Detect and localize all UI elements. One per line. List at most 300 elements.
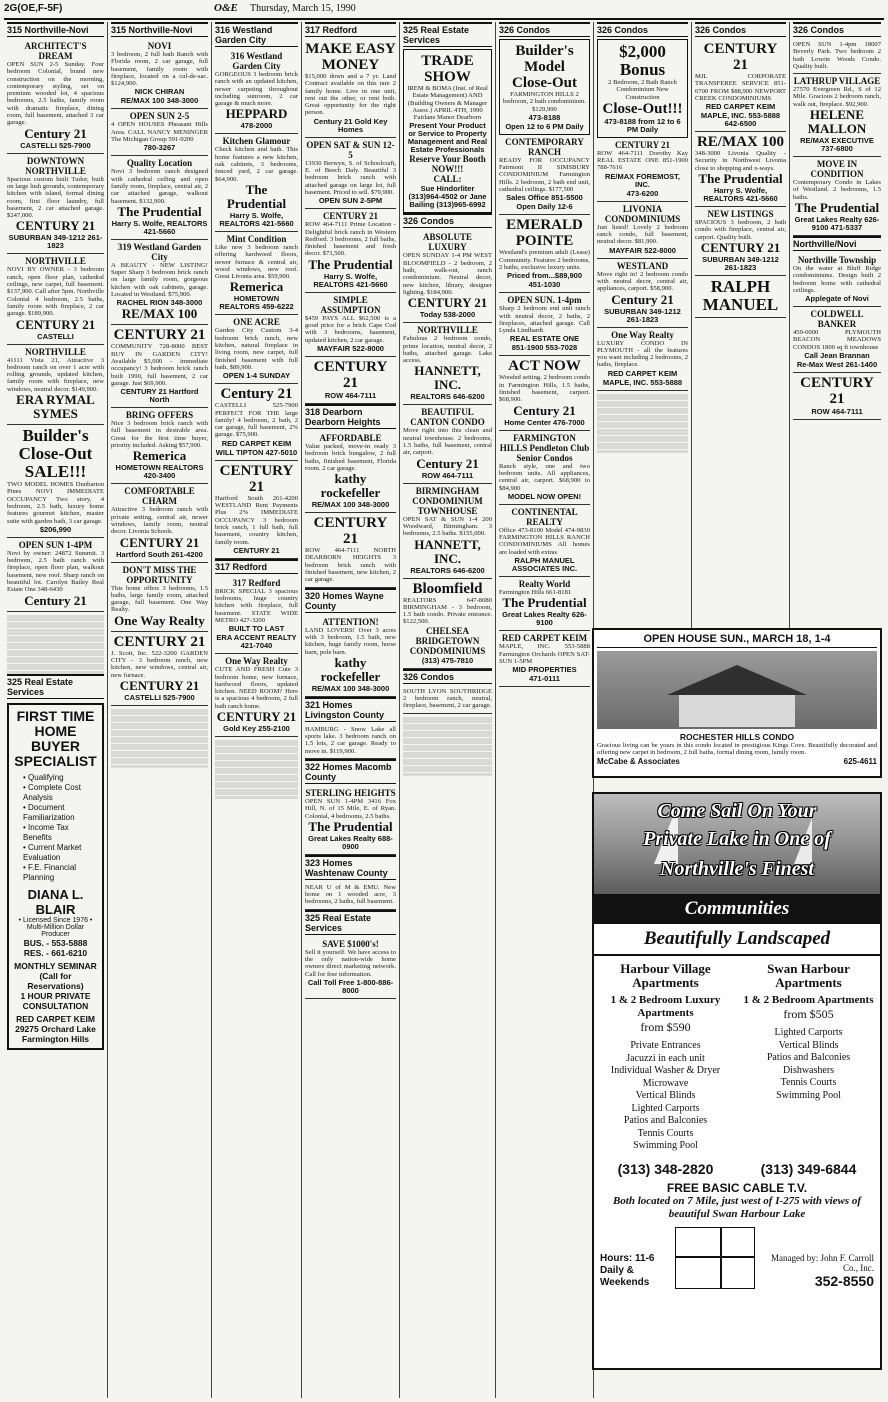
ad-body: OPEN SUNDAY 1-4 PM WEST BLOOMFIELD - 2 bedroom, 2 bath, walk-out, ranch condominium. Neutral decor, new kitchen, library, designer lighting. $184,900. [403,252,492,296]
price: from $505 [783,1007,834,1021]
ad-body: Move right in! 2 bedroom condo with neutral decor, central air, appliances, carport. $58,900. [597,270,688,293]
column-1 [4,22,108,1398]
listing-ad [499,215,590,293]
list-item: • Income Tax Benefits [23,822,69,842]
ad-broker: CENTURY 21 [119,677,200,693]
ad-body: CUTE AND FRESH Cute 3 bedroom home, new furnace, hardwood floors, updated kitchen. NEED ROOM? Here is a spacious 4 bedroom, 2 full bath ranch home. [215,666,298,710]
harbour-village-phone: (313) 348-2820 [617,1160,714,1177]
ad-headline: DOWNTOWN NORTHVILLE [25,155,86,176]
column-6 [496,22,594,1398]
ad-broker: HANNETT, INC. [414,363,481,393]
ad-body: NEAR U of M & EMU. New home on 1 wooded acre, 3 bedrooms, 2 baths, full basement. [305,883,396,906]
ad-headline: EMERALD POINTE [506,217,583,250]
services-list [23,773,98,883]
ad-broker: RED CARPET KEIM [705,102,776,112]
column-5 [400,22,496,1398]
ad-headline: WESTLAND [616,260,669,271]
ad-body: $15,000 down and a 7 yr. Land Contract available on this rare 2 family home. Live in one unit, rent out the other, or rent both. Great opportunity for the right person. [305,73,396,117]
office-hours [600,1253,675,1289]
ad-body: 2 Bedroom, 2 Bath Ranch Condominium New Construction [608,79,677,101]
list-item: Vertical Blinds [635,1090,696,1101]
list-item: Jacuzzi in each unit [626,1052,705,1064]
ad-body: OPEN SUN 2-5 Sunday. Four bedroom Colonial, brand new construction on the morning, contemporary styling, set on premium wooded lot, 4 spacious bedrooms, 2.5 baths, family room with dramatic fireplace, dining room, full basement, attached 3 car garage. [7,61,104,127]
ad-headline: Kitchen Glamour [222,136,291,147]
listing-ad [793,74,881,157]
listing-ad [403,484,492,579]
ad-headline: COMFORTABLE CHARM [124,486,195,507]
phone-row [594,1161,880,1177]
listing-ad [793,373,881,420]
ad-broker: kathy rockefeller [320,654,381,684]
ad-headline: ONE ACRE [233,317,280,328]
ad-phone: Home Center 476-7000 [504,417,585,427]
ad-broker: kathy rockefeller [320,471,381,501]
ad-phone: 473-8188 from 12 to 6 PM Daily [604,116,681,134]
ad-headline: FARMINGTON HILLS Pendleton Club Senior Condos [499,432,590,463]
listing-ad [305,937,396,999]
ad-body: ROW 464-7111 Dorothy Kay REAL ESTATE ONE 851-1900 788-7616 [597,149,688,172]
ad-body: OPEN SUN 1-4PM 3416 Fox Hill, N. of 15 Mile, E. of Ryan. Colonial, 4 bedrooms, 2.5 baths. [305,797,396,820]
page-folio: 2G(OE,F-5F) [4,3,63,14]
condo-photo [597,651,877,729]
ad-phone: Harry S. Wolfe, REALTORS 421-5660 [703,186,778,204]
section-header: 326 Condos [597,22,688,37]
listing-ad [499,431,590,505]
ad-broker: CENTURY 21 [119,534,200,550]
ad-broker: RED CARPET KEIM [607,368,678,378]
small-print-filler [597,393,688,453]
list-item: Tennis Courts [637,1127,694,1139]
ad-body: Check kitchen and bath. This home features a new kitchen, oak cabinets, 3 bedrooms, fenced yard, 2 car garage. $64,900. [215,146,298,183]
listing-ad [7,425,104,538]
ad-agent: NICK CHIRAN [134,87,185,97]
days-line: Daily & Weekends [600,1264,650,1288]
ad-phone: RE/MAX 100 348-3000 [311,500,390,510]
listing-ad [111,156,208,239]
listing-ad [499,293,590,356]
ad-price: Priced from...$89,900 [506,271,583,281]
ad-note: OPEN SUN 2-5PM [318,196,383,206]
ad-body: Sharp 2 bedroom end unit ranch with neutral decor, 2 baths, 2 fireplaces, attached garage. Call Lynda Lindhardt. [499,305,590,335]
ad-broker: RE/MAX 100 [121,306,198,322]
ad-phone: 780-3267 [143,143,176,153]
ad-body: IREM & BOMA (Inst. of Real Estate Management) AND (Building Owners & Manager Assoc.) APRIL 4TH, 1990 Fairlane Manor Dearborn [407,85,488,122]
column-2 [108,22,212,1398]
ad-broker: HELENE MALLON [807,107,867,137]
ad-phone: Great Lakes Realty 688-0900 [308,833,393,851]
column-9 [790,22,884,646]
ad-phone: 473-8188 [528,112,561,122]
ad-body: Attractive 3 bedroom ranch with private setting, central air, newer windows, family room, neutral decor. Livonia Schools. [111,506,208,536]
ad-broker: The Prudential [308,256,393,272]
small-print-filler [215,739,298,799]
list-item: • Qualifying [23,772,64,782]
small-print-filler [403,716,492,776]
ad-agent: RACHEL RION 348-3000 [116,298,203,308]
roof-shape [667,665,807,695]
listing-ad [305,513,396,587]
ad-body: This home offers 3 bedrooms, 1.5 baths, large family room, attached garage, full basement. One Way Realty. [111,584,208,614]
ad-headline: FIRST TIME HOME BUYER SPECIALIST [14,707,97,769]
ad-note: MODEL NOW OPEN! [507,491,582,501]
listing-ad [695,132,786,207]
listing-ad [597,259,688,328]
landscaped-band: Beautifully Landscaped [594,924,880,956]
section-header: 323 Homes Washtenaw County [305,855,396,880]
ad-phone: Call Toll Free 1-800-886-8000 [307,977,394,995]
ad-body: A BEAUTY - NEW LISTING! Super Sharp 3 bedroom brick ranch on large family room, gorgeous kitchen with oak cabinets, garage. Located in Westland. $75,900. [111,261,208,299]
bedroom-info: 1 & 2 Bedroom Luxury Apartments [610,994,721,1019]
ad-headline: MOVE IN CONDITION [810,159,864,180]
harbour-village-column [594,956,737,1153]
listing-ad [111,632,208,706]
ad-phone: RE/MAX 100 348-3000 [120,96,199,106]
ad-headline: CENTURY 21 [800,375,874,408]
section-header: 326 Condos [403,213,492,228]
ad-headline: OPEN SUN. 1-4pm [507,295,582,306]
listing-ad [7,538,104,612]
listing-ad [305,39,396,138]
ad-call-to-action: Reserve Your Booth NOW!!! [409,154,486,175]
ad-body: Sell it yourself. We have access to the only nation-wide home owners direct marketing network. Call for free information. [305,948,396,978]
ad-hours: Open 12 to 6 PM Daily [505,121,584,131]
list-item: Swimming Pool [776,1089,841,1101]
ad-body: LUXURY CONDO IN PLYMOUTH - all the features you want including 2 bedrooms, 2 baths, fireplace. [597,339,688,369]
ad-body: SPACIOUS 3 bedroom, 2 bath condo with fireplace, central air, carport. Quality built. [695,219,786,241]
ad-body: BRICK SPECIAL 3 spacious bedrooms, huge country kitchen with fireplace, full basement. STATE WIDE METRO 427-3200 [215,587,298,624]
ad-broker: REAL ESTATE ONE [509,334,580,344]
issue-date: Thursday, March 15, 1990 [250,3,356,14]
ad-headline: CONTINENTAL REALTY [511,506,578,527]
ad-headline: ROCHESTER HILLS CONDO [679,732,795,742]
ad-body: 13930 Berwyn, S. of Schoolcraft, E. of Beech Daly. Beautiful 3 bedroom brick ranch with attached garage on large lot, full basement. Priced to sell. $79,900. [305,159,396,196]
listing-ad [597,202,688,259]
ad-headline: Bloomfield [412,580,483,597]
listing-ad [215,232,298,315]
ad-headline: 319 Westland Garden City [117,241,202,262]
ad-headline: ARCHITECT'S DREAM [24,41,87,61]
ad-phone: ROW 464-7111 [811,407,863,417]
ad-phone: RE/MAX EXECUTIVE 737-6800 [800,136,874,154]
ad-headline: CENTURY 21 [703,41,778,73]
ad-body: Contemporary Condo in Lakes of Westland. 2 bedrooms, 1.5 baths. [793,179,881,201]
ad-headline: OPEN SUN 1-4PM [18,539,93,550]
apartment-columns [594,956,880,1153]
list-item: Microwave [642,1077,689,1089]
ad-phone: Sales Office 851-5500 [506,193,583,203]
listing-ad [215,384,298,460]
ad-phone: SUBURBAN 349-1212 261-1823 [8,233,103,251]
ad-phone: 625-4611 [843,756,877,766]
column-7 [594,22,692,646]
ad-broker: Century 21 [24,592,87,608]
hours-line: Hours: 11-6 [600,1252,655,1264]
ad-headline: OPEN SUN 2-5 [129,111,190,122]
ad-body: COMMUNITY 728-8000 BEST BUY IN GARDEN CITY! Available $5,000 - immediate occupancy! 3 bedroom brick ranch built 1990, full basement, 2 car garage. Just $69,900. [111,343,208,387]
ad-headline: 317 Redford [232,577,281,588]
ad-agent: Call Jean Brannan [804,351,870,361]
ad-body: HAMBURG - Snow Lake all sports lake. 3 bedroom ranch on 1.5 lots, 2 car garage. Ready to move in. $119,900. [305,725,396,755]
section-header: 325 Real Estate Services [7,674,104,699]
ad-body: Novi by owner: 24872 Summit. 3 bedroom, 2.5 bath ranch with fireplace, open floor plan, walkout basement, new roof. Sharp ranch on beautiful lot. Carolyn Bailey Real Estate One 348-6430 [7,549,104,594]
ad-body: Ranch style, one and two bedroom units. All appliances, central air, carport. $68,900 to $84,900 [499,462,590,492]
swan-harbour-phone: (313) 349-6844 [760,1160,857,1177]
paper-name: O&E [214,2,238,14]
list-item: Private Entrances [630,1040,701,1051]
ad-phone: ROW 464-7111 [324,390,377,400]
ad-broker: RALPH MANUEL ASSOCIATES INC. [511,556,578,574]
ad-broker: Applegate of Novi [805,294,869,304]
headline-line-1: Come Sail On Your [657,800,817,822]
ad-headline: CENTURY 21 [219,462,294,495]
ad-body: FARMINGTON HILLS 2 bedroom, 2 bath condominium. $129,990 [503,91,586,113]
list-item: Tennis Courts [780,1077,837,1088]
ad-broker: The Prudential [698,171,783,187]
listing-ad [403,230,492,323]
ad-phone: Sue Hindorliter (313)964-4502 or Jane Bailing (313)965-6992 [408,184,487,210]
ad-body: Garden City Custom 3-4 bedroom brick ranch, new kitchen, natural fireplace in living room, new carpet, full finished basement with full bath. $89,900. [215,327,298,371]
listing-ad [499,135,590,215]
list-item: • F.E. Financial Planning [23,862,77,882]
ad-phone: 478-2000 [240,121,273,131]
ad-phone: Today 538-2000 [419,310,476,320]
agent-credentials: • Licensed Since 1976 • Multi-Million Dollar Producer [18,916,93,938]
ad-body: Nice 3 bedroom brick ranch with full basement in desirable area. Great for the first time buyer, priority included. Asking $57,900. [111,420,208,450]
ad-phone: WILL TIPTON 427-5010 [215,447,298,457]
ad-phone: CASTELLI 525-7900 [20,140,91,150]
rochester-hills-ad [592,628,882,778]
listing-ad [793,39,881,74]
ad-broker: The Prudential [117,203,202,219]
listing-ad [403,405,492,483]
listing-ad [111,325,208,408]
ad-phone: MAYFAIR 522-8000 [317,343,384,353]
listing-ad [403,579,492,669]
ad-note: Present Your Product or Service to Property Management and Real Estate Professionals [407,121,488,155]
ad-phone: Re-Max West 261-1400 [796,360,878,370]
ad-headline: Quality Location [126,158,193,169]
ad-headline: CENTURY 21 [113,327,206,344]
feature-list [596,1040,735,1153]
communities-band: Communities [594,894,880,924]
ad-headline: RALPH MANUEL [702,276,779,314]
ad-headline: TRADE SHOW [421,53,474,85]
listing-ad [499,356,590,430]
ad-headline: Century 21 [220,386,293,403]
listing-ad [499,577,590,631]
ad-broker: One Way Realty [114,612,205,628]
ad-headline: LIVONIA CONDOMINIUMS [604,203,681,224]
list-item: • Current Market Evaluation [23,842,82,862]
list-item: • Document Familiarization [23,802,75,822]
first-time-buyer-ad [7,703,104,1050]
listing-ad [111,39,208,109]
listing-ad [499,39,590,135]
ad-headline: BRING OFFERS [125,410,194,421]
ad-body: Fabulous 2 bedroom condo, prime location, neutral decor, 2 baths, attached garage. Lake access. [403,335,492,365]
ad-headline: CENTURY 21 [614,139,671,150]
ad-phone: REALTORS 646-6200 [410,565,485,575]
listing-ad [305,431,396,513]
column-3 [212,22,302,1398]
complex-name: Harbour Village Apartments [620,961,711,990]
ad-phone: (313) 475-7810 [421,655,474,665]
ad-headline: One Way Realty [225,656,288,667]
harbour-apartments-ad [592,792,882,1370]
listing-ad [793,307,881,373]
listing-ad [305,357,396,404]
ad-broker: CENTURY 21 [407,295,488,311]
listing-ad [215,654,298,737]
ad-broker: The Prudential [502,595,587,611]
headline-line-2: Private Lake in One of [643,828,831,850]
ad-broker: HEPPARD [225,106,288,122]
ad-body: MAPLE, INC. 553-5888 Farmington Orchards OPEN SAT-SUN 1-5PM [499,643,590,665]
ad-phone: Harry S. Wolfe, REALTORS 421-5660 [111,218,208,236]
ad-note: Close-Out!!! [602,100,683,117]
ad-body: Westland's premium adult (Lease) Community. Features 2 bedrooms, 2 baths, exclusive luxury units. [499,249,590,271]
section-header: 322 Homes Macomb County [305,759,396,784]
manager-name: Managed by: John F. Carroll Co., Inc. [770,1252,874,1273]
ad-phone: REALTORS 646-6200 [410,392,485,402]
ad-phone: Hartford South 261-4200 [116,549,203,559]
listing-ad [215,461,298,559]
cable-note: FREE BASIC CABLE T.V. [666,1180,808,1195]
ad-phone: 473-6200 [626,188,659,198]
section-header: 316 Westland Garden City [215,22,298,47]
section-header: 315 Northville-Novi [111,22,208,37]
ad-broker: CENTURY 21 [15,316,96,332]
listing-ad [597,39,688,138]
ad-phone: CASTELLI 525-7900 [124,692,195,702]
ad-broker: Century 21 [24,125,87,141]
ad-body: 459-6000 PLYMOUTH BEACON MEADOWS CONDOS 1800 sq ft townhouse [793,329,881,351]
ad-headline: 316 Westland Garden City [230,51,283,71]
listing-ad [305,882,396,910]
ad-body: 4 OPEN HOUSES Pheasant Hills Area. CALL NANCY MENINGER The Michigan Group 591-9200 [111,121,208,144]
ad-headline: AFFORDABLE [319,432,382,443]
ad-body: Spacious custom built Tudor, built on large lush grounds, contemporary kitchen with island, formal dining room, first floor laundry, full basement, 2 car attached garage. $247,000. [7,175,104,220]
listing-ad [305,724,396,759]
ad-headline: Mint Condition [226,233,287,244]
residence-phone: RES. - 661-6210 [23,947,88,958]
listing-ad [597,328,688,391]
ad-phone: MAYFAIR 522-8000 [609,245,676,255]
small-print-filler [7,614,104,674]
ad-phone: SUBURBAN 349-1212 261-1823 [604,306,681,324]
ad-body: On the water at Bluff Ridge condominiums. Design built 2 bedroom home with cathedral ceilings. [793,264,881,294]
ad-body: Hartford South 261-4200 WESTLAND Rent Payments Plus 2% IMMEDIATE OCCUPANCY 3 bedroom brick ranch, 1 full bath, full basement, country kitchen, family room. [215,494,298,546]
section-header: 326 Condos [499,22,590,37]
listing-ad [305,138,396,209]
ad-hours: Open Daily 12-6 [516,202,573,212]
section-header: 325 Real Estate Services [403,22,492,47]
lake-photo [594,794,880,894]
list-item: • Complete Cost Analysis [23,782,81,802]
ad-headline: NORTHVILLE [25,346,86,357]
section-header: 315 Northville-Novi [7,22,104,37]
ad-headline: OPEN SAT & SUN 12-5 [306,139,395,160]
column-8 [692,22,790,646]
ad-headline: COLDWELL BANKER [810,309,864,330]
ad-body: $459 PAYS ALL $62,500 is a good price for a brick Cape Cod with 3 bedrooms, basement, updated kitchen, 2 car garage. [305,314,396,344]
ad-headline: RE/MAX 100 [696,134,785,151]
listing-ad [793,253,881,307]
ad-headline: CENTURY 21 [313,515,388,548]
complex-name: Swan Harbour Apartments [767,961,850,990]
section-header: 317 Redford [305,22,396,37]
ad-headline: SIMPLE ASSUMPTION [320,294,381,315]
list-item: Lighted Carports [631,1102,700,1114]
ad-headline: LATHRUP VILLAGE [793,76,881,87]
ad-body: ROW 464-7111 NORTH DEARBORN HEIGHTS 3 bedroom brick ranch with finished basement, new kitchen, 2 car garage. [305,547,396,584]
ad-footer [597,757,877,766]
ad-headline: Builder's Model Close-Out [512,43,577,91]
ad-note: OPEN 1-4 SUNDAY [222,371,291,381]
ad-phone: Harry S. Wolfe, REALTORS 421-5660 [313,271,388,289]
ad-headline: Builder's Close-Out SALE!!! [18,426,93,482]
ad-headline: CENTURY 21 [113,633,206,650]
list-item: Vertical Blinds [778,1039,839,1051]
ad-phone: 451-1030 [528,280,561,290]
listing-ad [111,408,208,484]
ad-phone: RE/MAX 100 348-3000 [311,683,390,693]
listing-ad [215,49,298,134]
ad-body: LAND LOVERS! Over 3 acres with 3 bedroom, 1.5 bath, new kitchen, huge family room, horse barn, pole barn. [305,626,396,656]
agent-name: DIANA L. BLAIR [27,886,84,917]
feature-list [739,1027,878,1102]
list-item: Lighted Carports [774,1027,843,1038]
listing-ad [111,240,208,325]
list-item: Patios and Balconies [623,1115,708,1126]
ad-phone: ERA ACCENT REALTY 421-7040 [216,633,297,651]
ad-phone: Great Lakes Realty 626-9100 471-5337 [794,214,880,232]
ad-body: Office 473-8100 Model 474-9830 FARMINGTON HILLS RANCH CONDOMINIUMS All homes are loaded with extras [499,526,590,556]
ad-headline: CENTURY 21 [322,211,379,222]
swan-harbour-column [737,956,880,1153]
ad-headline: $2,000 Bonus [619,42,666,79]
ad-phone: SUBURBAN 349-1212 261-1823 [702,254,779,272]
ad-body: CASTELLI 525-7900 PERFECT FOR THE large family! 4 bedroom, 2 bath, 2 car garage, full basement, 2% garage. $75,900. [215,402,298,439]
ad-body: Gracious living can be yours in this condo located in prestigious Kings Cove. Beautifully decorated and offering new carpet in bedroom, 2 full baths, formal dining room, family room. [597,742,877,757]
consultation-note: 1 HOUR PRIVATE CONSULTATION [20,990,91,1011]
listing-ad [111,484,208,562]
listing-ad [305,786,396,855]
ad-footer [594,1221,880,1289]
listing-ad [499,505,590,577]
ad-broker: Remerica [229,279,284,295]
listing-ad [7,39,104,154]
manager-info [755,1253,874,1289]
listing-ad [695,276,786,318]
ad-headline: CENTURY 21 [313,358,388,391]
ad-phone: Harry S. Wolfe, REALTORS 421-5660 [219,210,294,228]
section-header: 318 Dearborn Dearborn Heights [305,404,396,429]
ad-body: Wooded setting. 2 bedroom condo in Farmington Hills, 1.5 baths, finished basement, carport. $68,900. [499,374,590,404]
ad-headline: DON'T MISS THE OPPORTUNITY [122,564,197,585]
listing-ad [111,563,208,632]
ad-headline: BEAUTIFUL CANTON CONDO [410,407,485,428]
trade-show-ad [403,49,492,213]
ad-broker: CENTURY 21 Hartford North [120,387,199,405]
ad-headline: ABSOLUTE LUXURY [422,232,473,253]
listing-ad [793,157,881,236]
listing-ad [695,207,786,276]
section-header: 326 Condos [793,22,881,37]
ad-headline: MAKE EASY MONEY [305,41,396,73]
ad-body: 348-3000 Livonia Quality - Security in Northwest Livonia close to shopping and x-ways. [695,150,786,172]
listing-ad [7,345,104,425]
